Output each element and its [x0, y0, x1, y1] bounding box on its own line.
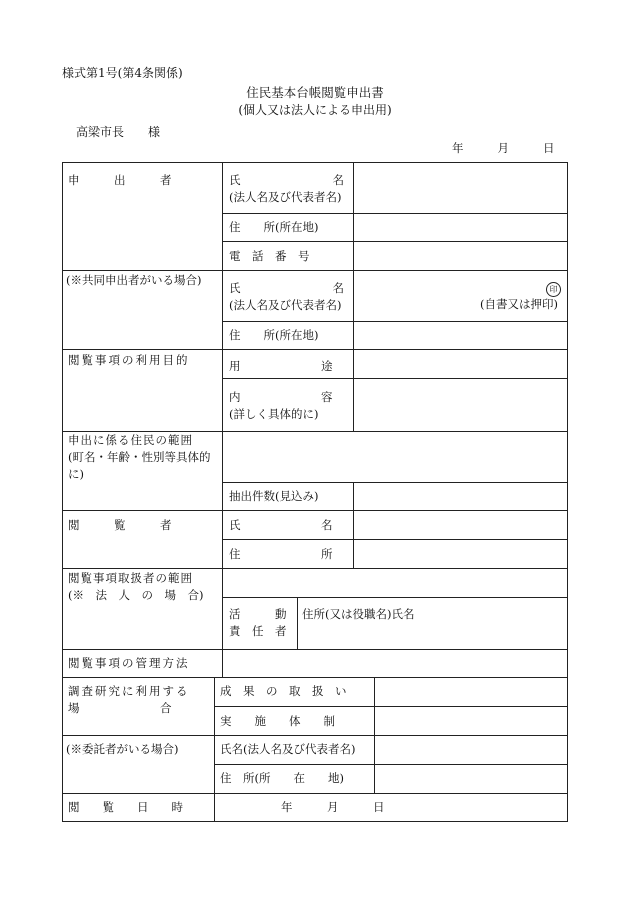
- row-divider: [62, 793, 568, 794]
- viewing-month: 月: [327, 800, 339, 814]
- applicant-label: 申 出 者: [68, 173, 172, 187]
- column-divider: [297, 597, 298, 649]
- applicant-address-label: 住 所(所在地): [229, 220, 319, 234]
- contractor-name-label: 氏名(法人名及び代表者名): [220, 742, 356, 756]
- viewer-name-label: 氏 名: [229, 518, 333, 532]
- column-divider: [353, 482, 354, 568]
- applicant-name-label: [229, 172, 349, 206]
- applicant-phone-label: 電 話 番 号: [229, 249, 310, 263]
- submission-date: [452, 140, 555, 156]
- row-divider: [62, 649, 568, 650]
- viewing-datetime-label: 閲 覧 日 時: [68, 800, 183, 814]
- date-year: 年: [452, 141, 464, 155]
- activity-manager-label: [229, 606, 295, 640]
- manager-label-line: 責 任 者: [229, 624, 287, 638]
- table-border: [62, 162, 568, 163]
- date-day: 日: [543, 141, 555, 155]
- name-label-line: 氏 名: [229, 281, 344, 295]
- row-divider: [62, 349, 568, 350]
- row-divider: [222, 378, 568, 379]
- row-divider: [62, 510, 568, 511]
- content-label-line: 内 容: [229, 390, 333, 404]
- addressee: 高梁市長 様: [76, 125, 161, 139]
- row-divider: [222, 213, 568, 214]
- row-divider: [62, 568, 568, 569]
- form-subtitle: (個人又は法人による申出用): [238, 103, 392, 117]
- date-month: 月: [497, 141, 509, 155]
- scope-label: [68, 432, 222, 483]
- extraction-count-label: 抽出件数(見込み): [229, 489, 319, 503]
- row-divider: [214, 706, 568, 707]
- viewing-day: 日: [373, 800, 385, 814]
- column-divider: [222, 162, 223, 677]
- row-divider: [214, 764, 568, 765]
- column-divider: [353, 162, 354, 431]
- manager-label-line: 活 動: [229, 607, 287, 621]
- name-label-line: (法人名及び代表者名): [229, 298, 342, 312]
- scope-label-line: 申出に係る住民の範囲: [68, 433, 193, 447]
- column-divider: [214, 677, 215, 822]
- scope-label-line: に): [68, 467, 84, 481]
- handlers-label-line: 閲覧事項取扱者の範囲: [68, 571, 193, 585]
- handlers-label-line: (※ 法 人 の 場 合): [68, 588, 204, 602]
- contractor-address-label: 住 所(所 在 地): [220, 771, 344, 785]
- row-divider: [222, 321, 568, 322]
- results-handling-label: 成 果 の 取 扱 い: [220, 684, 347, 698]
- handlers-label: [68, 570, 222, 604]
- seal-mark: [546, 280, 561, 297]
- co-applicant-label: (※共同申出者がいる場合): [66, 273, 202, 287]
- co-applicant-name-label: [229, 280, 351, 314]
- contractor-label: (※委託者がいる場合): [66, 742, 179, 756]
- row-divider: [222, 597, 568, 598]
- seal-icon: 印: [546, 282, 561, 297]
- row-divider: [62, 270, 568, 271]
- table-border: [62, 821, 568, 822]
- research-label: [68, 683, 214, 717]
- viewer-address-label: 住 所: [229, 547, 333, 561]
- viewer-label: 閲 覧 者: [68, 518, 172, 532]
- row-divider: [62, 735, 568, 736]
- research-label-line: 調査研究に利用する: [68, 684, 190, 698]
- form-number: 様式第1号(第4条関係): [62, 66, 183, 80]
- name-label-line: (法人名及び代表者名): [229, 190, 342, 204]
- table-border: [62, 162, 63, 822]
- purpose-use-label: 用 途: [229, 359, 333, 373]
- scope-label-line: (町名・年齢・性別等具体的: [68, 450, 211, 464]
- table-border: [567, 162, 568, 822]
- viewing-year: 年: [281, 800, 293, 814]
- row-divider: [222, 241, 568, 242]
- row-divider: [222, 482, 568, 483]
- activity-manager-info: 住所(又は役職名)氏名: [302, 607, 415, 621]
- row-divider: [222, 539, 568, 540]
- purpose-label: 閲覧事項の利用目的: [68, 353, 190, 367]
- research-label-line: 場 合: [68, 701, 172, 715]
- name-label-line: 氏 名: [229, 173, 344, 187]
- co-applicant-address-label: 住 所(所在地): [229, 328, 319, 342]
- seal-note: (自書又は押印): [480, 297, 558, 311]
- form-title: 住民基本台帳閲覧申出書: [246, 85, 384, 100]
- management-label: 閲覧事項の管理方法: [68, 656, 190, 670]
- row-divider: [62, 677, 568, 678]
- purpose-content-label: [229, 389, 351, 423]
- implementation-system-label: 実 施 体 制: [220, 714, 335, 728]
- content-label-line: (詳しく具体的に): [229, 407, 319, 421]
